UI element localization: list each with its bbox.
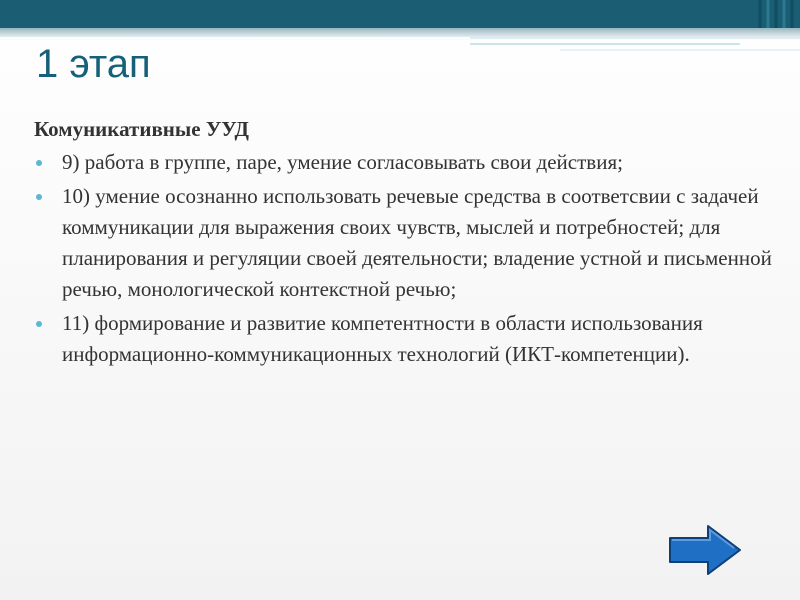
bullet-dot-icon	[36, 321, 42, 327]
next-slide-button[interactable]	[664, 520, 744, 580]
slide-title: 1 этап	[36, 42, 151, 86]
bullet-dot-icon	[36, 194, 42, 200]
bullet-list	[34, 147, 774, 370]
right-arrow-icon	[670, 526, 740, 574]
bullet-item	[34, 308, 774, 370]
section-heading: Комуникативные УУД	[34, 117, 249, 141]
bullet-item	[34, 181, 774, 305]
bullet-item-text: 10) умение осознанно использовать речевые средства в соответсвии с задачей коммуникации для выражения своих чувств, мыслей и потребностей; для планирования и регуляции своей деятельности; владение устной и письменной речью, монологической контекстной речью;	[62, 184, 772, 301]
slide-content	[34, 114, 774, 373]
bullet-item-text: 9) работа в группе, паре, умение согласовывать свои действия;	[62, 150, 623, 174]
bullet-item	[34, 147, 774, 178]
bullet-dot-icon	[36, 160, 42, 166]
bullet-item-text: 11) формирование и развитие компетентности в области использования информационно-коммуникационных технологий (ИКТ-компетенции).	[62, 311, 703, 366]
